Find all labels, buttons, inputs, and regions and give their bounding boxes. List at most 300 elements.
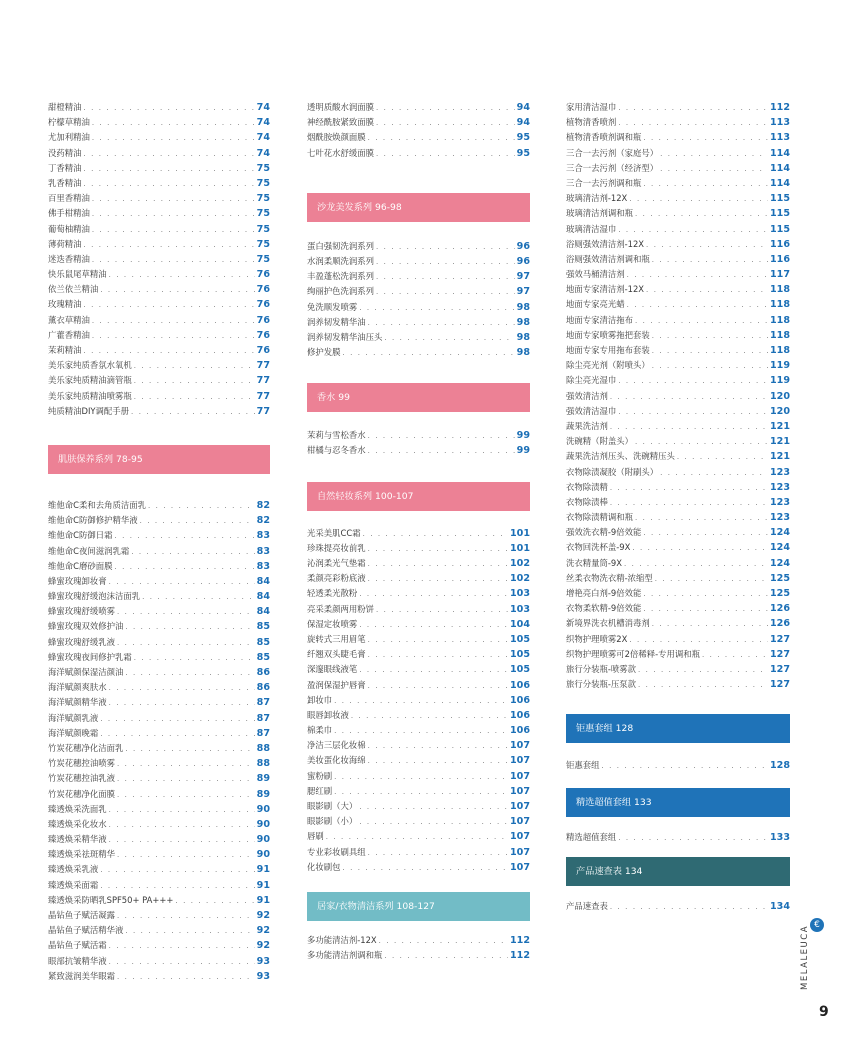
toc-entry-page: 75 xyxy=(256,162,270,174)
toc-entry[interactable] xyxy=(566,328,790,343)
toc-entry-title: 臻透焕采洗面乳 xyxy=(48,803,107,814)
toc-entry[interactable] xyxy=(307,814,530,829)
dot-leader xyxy=(84,177,255,192)
toc-entry-title: 轻透柔光散粉 xyxy=(307,588,358,599)
toc-entry[interactable] xyxy=(48,206,270,221)
dot-leader xyxy=(117,605,255,620)
toc-entry[interactable] xyxy=(566,373,790,388)
toc-entry[interactable] xyxy=(48,923,270,938)
toc-entry[interactable] xyxy=(566,252,790,267)
toc-entry[interactable] xyxy=(566,480,790,495)
toc-entry-title: 衣物除渍棒 xyxy=(566,496,608,507)
toc-entry-page: 96 xyxy=(516,255,530,267)
toc-entry[interactable] xyxy=(566,161,790,176)
toc-entry-title: 维他命C防御日霜 xyxy=(48,530,113,541)
toc-entry[interactable] xyxy=(48,741,270,756)
toc-entry-page: 112 xyxy=(509,934,530,946)
toc-entry[interactable] xyxy=(307,632,530,647)
toc-entry[interactable] xyxy=(307,845,530,860)
toc-entry[interactable] xyxy=(48,222,270,237)
toc-entry[interactable] xyxy=(48,711,270,726)
toc-entry-title: 衣物除渍精调和瓶 xyxy=(566,512,633,523)
toc-entry-title: 维他命C柔和去角质洁面乳 xyxy=(48,499,146,510)
dot-leader xyxy=(618,116,768,131)
toc-entry[interactable] xyxy=(48,771,270,786)
toc-entry[interactable] xyxy=(48,267,270,282)
toc-entry[interactable] xyxy=(307,738,530,753)
toc-entry-page: 76 xyxy=(256,299,270,311)
toc-entry[interactable] xyxy=(48,862,270,877)
toc-entry[interactable] xyxy=(307,526,530,541)
toc-entry-title: 臻透焕采化妆水 xyxy=(48,818,107,829)
toc-entry-page: 95 xyxy=(516,132,530,144)
toc-entry[interactable] xyxy=(48,726,270,741)
toc-entry[interactable] xyxy=(566,176,790,191)
toc-group xyxy=(48,100,270,419)
toc-entry-title: 强效清洁剂 xyxy=(566,390,608,401)
toc-entry[interactable] xyxy=(48,544,270,559)
toc-entry-page: 91 xyxy=(256,864,270,876)
dot-leader xyxy=(643,526,768,541)
dot-leader xyxy=(109,268,255,283)
dot-leader xyxy=(368,648,508,663)
toc-entry[interactable] xyxy=(566,556,790,571)
toc-entry-title: 蜜粉刷 xyxy=(307,770,333,781)
dot-leader xyxy=(632,541,768,556)
toc-entry-title: 竹炭花穗净化洁面乳 xyxy=(48,742,124,753)
toc-entry-title: 臻透焕采面霜 xyxy=(48,879,99,890)
toc-entry[interactable] xyxy=(48,619,270,634)
dot-leader xyxy=(359,301,514,316)
toc-entry-page: 107 xyxy=(509,846,530,858)
toc-entry-title: 植物清香喷剂 xyxy=(566,117,617,128)
toc-entry[interactable] xyxy=(48,787,270,802)
toc-entry-page: 125 xyxy=(769,572,790,584)
toc-entry[interactable] xyxy=(48,817,270,832)
dot-leader xyxy=(109,681,255,696)
toc-entry-title: 海洋赋颜保湿洁颜油 xyxy=(48,667,124,677)
dot-leader xyxy=(92,314,255,329)
toc-entry[interactable] xyxy=(307,662,530,677)
toc-entry[interactable] xyxy=(307,330,530,345)
toc-entry-page: 106 xyxy=(509,725,530,737)
toc-entry[interactable] xyxy=(48,650,270,665)
toc-entry[interactable] xyxy=(307,602,530,617)
toc-group xyxy=(307,933,530,963)
toc-entry-page: 96 xyxy=(516,240,530,252)
toc-entry-title: 衣物除渍精 xyxy=(566,481,608,492)
toc-entry[interactable] xyxy=(566,662,790,677)
toc-entry-title: 浴厕强效清洁剂-12X xyxy=(566,238,645,249)
toc-entry[interactable] xyxy=(307,443,530,458)
toc-entry[interactable] xyxy=(48,528,270,543)
toc-entry-title: 快乐鼠尾草精油 xyxy=(48,269,107,280)
toc-entry[interactable] xyxy=(307,345,530,360)
toc-entry[interactable] xyxy=(307,708,530,723)
toc-entry[interactable] xyxy=(566,510,790,525)
dot-leader xyxy=(351,709,508,724)
toc-entry[interactable] xyxy=(566,465,790,480)
toc-entry[interactable] xyxy=(566,758,790,773)
dot-leader xyxy=(376,240,515,255)
toc-entry[interactable] xyxy=(48,176,270,191)
toc-entry[interactable] xyxy=(48,893,270,908)
toc-entry[interactable] xyxy=(48,498,270,513)
toc-entry-page: 74 xyxy=(256,147,270,159)
toc-entry[interactable] xyxy=(566,677,790,692)
toc-entry[interactable] xyxy=(48,832,270,847)
dot-leader xyxy=(84,298,255,313)
dot-leader xyxy=(660,162,768,177)
toc-entry[interactable] xyxy=(307,130,530,145)
toc-entry[interactable] xyxy=(307,678,530,693)
toc-entry-title: 卸妆巾 xyxy=(307,694,333,705)
toc-entry-title: 强效清洁湿巾 xyxy=(566,405,617,416)
dot-leader xyxy=(148,499,255,514)
toc-entry[interactable] xyxy=(48,589,270,604)
toc-entry-page: 123 xyxy=(769,496,790,508)
toc-entry-title: 蛋白强韧洗润系列 xyxy=(307,240,374,251)
dot-leader xyxy=(610,900,768,915)
toc-entry-title: 三合一去污剂调和瓶 xyxy=(566,177,642,188)
toc-entry[interactable] xyxy=(566,830,790,845)
toc-entry[interactable] xyxy=(307,933,530,948)
toc-entry[interactable] xyxy=(307,617,530,632)
dot-leader xyxy=(125,924,254,939)
toc-entry-page: 84 xyxy=(256,591,270,603)
toc-entry[interactable] xyxy=(566,449,790,464)
toc-entry-title: 茉莉与雪松香水 xyxy=(307,430,366,441)
toc-entry-page: 118 xyxy=(769,329,790,341)
toc-entry-title: 地面专家清洁剂-12X xyxy=(566,284,645,295)
dot-leader xyxy=(100,283,254,298)
toc-entry-page: 118 xyxy=(769,284,790,296)
dot-leader xyxy=(117,909,255,924)
toc-entry-page: 89 xyxy=(256,788,270,800)
toc-entry[interactable] xyxy=(307,948,530,963)
toc-entry-page: 76 xyxy=(256,329,270,341)
toc-entry[interactable] xyxy=(307,586,530,601)
toc-entry[interactable] xyxy=(307,300,530,315)
dot-leader xyxy=(660,466,768,481)
toc-entry-title: 薰衣草精油 xyxy=(48,314,90,325)
toc-entry[interactable] xyxy=(566,586,790,601)
toc-entry[interactable] xyxy=(307,556,530,571)
toc-entry[interactable] xyxy=(48,328,270,343)
toc-entry-title: 水润柔顺洗润系列 xyxy=(307,255,374,266)
toc-entry-page: 94 xyxy=(516,117,530,129)
toc-entry[interactable] xyxy=(566,495,790,510)
section-banner-skincare: 肌肤保养系列 78-95 xyxy=(48,445,270,474)
toc-entry[interactable] xyxy=(566,899,790,914)
dot-leader xyxy=(646,283,768,298)
dot-leader xyxy=(610,496,768,511)
toc-entry[interactable] xyxy=(48,680,270,695)
toc-entry-page: 134 xyxy=(769,900,790,912)
toc-entry-page: 82 xyxy=(256,499,270,511)
toc-entry[interactable] xyxy=(307,571,530,586)
toc-entry[interactable] xyxy=(48,100,270,115)
toc-entry-page: 75 xyxy=(256,253,270,265)
toc-entry[interactable] xyxy=(307,723,530,738)
toc-entry[interactable] xyxy=(307,647,530,662)
toc-entry[interactable] xyxy=(307,146,530,161)
toc-entry[interactable] xyxy=(48,373,270,388)
toc-entry[interactable] xyxy=(566,115,790,130)
toc-entry[interactable] xyxy=(566,267,790,282)
toc-entry[interactable] xyxy=(566,632,790,647)
toc-entry[interactable] xyxy=(566,282,790,297)
toc-entry-title: 亮采柔颜两用粉饼 xyxy=(307,603,374,614)
toc-entry[interactable] xyxy=(48,358,270,373)
dot-leader xyxy=(635,435,768,450)
dot-leader xyxy=(376,101,515,116)
toc-entry[interactable] xyxy=(307,100,530,115)
toc-entry[interactable] xyxy=(566,647,790,662)
toc-entry[interactable] xyxy=(307,254,530,269)
toc-entry[interactable] xyxy=(48,878,270,893)
dot-leader xyxy=(638,678,768,693)
toc-entry[interactable] xyxy=(566,601,790,616)
toc-entry[interactable] xyxy=(48,559,270,574)
toc-entry-page: 119 xyxy=(769,360,790,372)
toc-entry[interactable] xyxy=(307,269,530,284)
toc-entry-title: 透明质酸水润面膜 xyxy=(307,102,374,112)
toc-entry[interactable] xyxy=(566,297,790,312)
toc-entry-title: 织物护理喷雾2X xyxy=(566,633,628,644)
toc-entry-title: 柠檬草精油 xyxy=(48,117,90,128)
toc-entry[interactable] xyxy=(566,434,790,449)
section-banner-haircare: 沙龙美发系列 96-98 xyxy=(307,193,530,222)
toc-entry[interactable] xyxy=(307,693,530,708)
toc-entry-title: 美乐家纯质精油喷雾瓶 xyxy=(48,390,132,401)
dot-leader xyxy=(92,207,255,222)
toc-entry[interactable] xyxy=(566,206,790,221)
toc-entry[interactable] xyxy=(48,404,270,419)
toc-entry-page: 93 xyxy=(256,970,270,982)
toc-entry[interactable] xyxy=(48,282,270,297)
toc-column-1 xyxy=(48,100,270,984)
toc-entry[interactable] xyxy=(48,146,270,161)
toc-entry-title: 海洋赋颜晚霜 xyxy=(48,727,99,738)
toc-entry[interactable] xyxy=(48,161,270,176)
dot-leader xyxy=(376,116,515,131)
toc-entry[interactable] xyxy=(566,540,790,555)
toc-entry[interactable] xyxy=(307,315,530,330)
toc-entry[interactable] xyxy=(566,616,790,631)
toc-entry[interactable] xyxy=(48,252,270,267)
dot-leader xyxy=(92,253,255,268)
toc-entry-title: 强效洗衣精-9倍效能 xyxy=(566,527,642,538)
toc-entry-title: 没药精油 xyxy=(48,147,82,158)
dot-leader xyxy=(140,514,255,529)
toc-entry-page: 105 xyxy=(509,664,530,676)
toc-entry-page: 76 xyxy=(256,314,270,326)
toc-entry-title: 尤加利精油 xyxy=(48,132,90,143)
toc-entry-page: 91 xyxy=(256,879,270,891)
toc-entry[interactable] xyxy=(566,237,790,252)
toc-entry-title: 紧致滋润美华眼霜 xyxy=(48,970,115,981)
toc-entry[interactable] xyxy=(48,802,270,817)
toc-column-2 xyxy=(307,100,530,963)
toc-entry[interactable] xyxy=(566,222,790,237)
toc-entry[interactable] xyxy=(566,419,790,434)
section-banner-fragrance: 香水 99 xyxy=(307,383,530,412)
toc-entry[interactable] xyxy=(48,695,270,710)
dot-leader xyxy=(635,314,768,329)
toc-entry-title: 美乐家纯质香氛水氧机 xyxy=(48,360,132,371)
toc-entry-page: 98 xyxy=(516,347,530,359)
toc-entry[interactable] xyxy=(566,313,790,328)
toc-entry[interactable] xyxy=(48,389,270,404)
toc-entry-page: 74 xyxy=(256,117,270,129)
toc-entry-title: 沁润柔光气垫霜 xyxy=(307,558,366,568)
toc-entry[interactable] xyxy=(566,404,790,419)
dot-leader xyxy=(384,949,508,964)
toc-entry[interactable] xyxy=(48,191,270,206)
toc-entry[interactable] xyxy=(566,571,790,586)
toc-entry[interactable] xyxy=(307,115,530,130)
toc-entry[interactable] xyxy=(48,115,270,130)
toc-entry[interactable] xyxy=(48,513,270,528)
toc-entry[interactable] xyxy=(48,954,270,969)
dot-leader xyxy=(368,444,515,459)
toc-entry-page: 103 xyxy=(509,603,530,615)
toc-entry-page: 103 xyxy=(509,588,530,600)
dot-leader xyxy=(359,800,508,815)
toc-entry-page: 75 xyxy=(256,193,270,205)
toc-entry-page: 85 xyxy=(256,621,270,633)
toc-entry[interactable] xyxy=(307,799,530,814)
dot-leader xyxy=(368,557,508,572)
toc-entry[interactable] xyxy=(48,604,270,619)
toc-entry-page: 92 xyxy=(256,910,270,921)
toc-entry-page: 75 xyxy=(256,223,270,235)
toc-entry[interactable] xyxy=(48,665,270,680)
toc-entry[interactable] xyxy=(566,358,790,373)
toc-entry[interactable] xyxy=(307,860,530,875)
toc-entry-title: 海洋赋颜爽肤水 xyxy=(48,682,107,693)
toc-entry[interactable] xyxy=(566,191,790,206)
toc-entry-page: 107 xyxy=(509,785,530,797)
dot-leader xyxy=(114,529,254,544)
toc-entry[interactable] xyxy=(307,784,530,799)
toc-entry-page: 92 xyxy=(256,925,270,937)
toc-entry-title: 迷迭香精油 xyxy=(48,253,90,264)
dot-leader xyxy=(368,633,508,648)
toc-entry[interactable] xyxy=(48,313,270,328)
toc-entry[interactable] xyxy=(307,769,530,784)
dot-leader xyxy=(660,147,768,162)
toc-entry-page: 124 xyxy=(769,557,790,569)
toc-entry-page: 92 xyxy=(256,940,270,952)
dot-leader xyxy=(635,207,768,222)
toc-entry-title: 广藿香精油 xyxy=(48,329,90,340)
toc-entry[interactable] xyxy=(48,756,270,771)
toc-group xyxy=(566,100,790,692)
toc-entry[interactable] xyxy=(48,938,270,953)
dot-leader xyxy=(618,374,768,389)
toc-entry[interactable] xyxy=(48,847,270,862)
toc-entry-page: 85 xyxy=(256,651,270,663)
brand-name: MELALEUCA xyxy=(800,924,810,990)
toc-entry[interactable] xyxy=(48,237,270,252)
dot-leader xyxy=(652,329,768,344)
dot-leader xyxy=(618,831,768,846)
dot-leader xyxy=(343,346,515,361)
toc-entry-page: 89 xyxy=(256,773,270,785)
toc-entry[interactable] xyxy=(48,130,270,145)
toc-entry[interactable] xyxy=(307,239,530,254)
toc-entry-title: 洗衣精量筒-9X xyxy=(566,557,622,568)
dot-leader xyxy=(117,848,255,863)
toc-entry[interactable] xyxy=(566,389,790,404)
toc-entry[interactable] xyxy=(566,100,790,115)
toc-entry-title: 增艳亮白剂-9倍效能 xyxy=(566,588,642,598)
toc-entry[interactable] xyxy=(48,635,270,650)
toc-entry[interactable] xyxy=(566,343,790,358)
dot-leader xyxy=(368,542,508,557)
toc-entry-title: 维他命C防御修护精华液 xyxy=(48,515,138,526)
toc-entry[interactable] xyxy=(566,130,790,145)
toc-entry[interactable] xyxy=(48,574,270,589)
toc-entry-title: 免洗顺发喷雾 xyxy=(307,301,358,312)
toc-entry-title: 衣物回洗杯盖-9X xyxy=(566,542,631,553)
toc-entry[interactable] xyxy=(307,753,530,768)
dot-leader xyxy=(109,803,255,818)
toc-column-3 xyxy=(566,100,790,914)
dot-leader xyxy=(677,450,768,465)
toc-entry-title: 烟酰胺焕颜面膜 xyxy=(307,132,366,143)
toc-entry[interactable] xyxy=(48,343,270,358)
toc-entry[interactable] xyxy=(566,525,790,540)
toc-entry-page: 106 xyxy=(509,694,530,706)
toc-entry-title: 纤翘双头睫毛膏 xyxy=(307,649,366,660)
dot-leader xyxy=(376,147,515,162)
toc-entry[interactable] xyxy=(307,829,530,844)
toc-entry-page: 121 xyxy=(769,451,790,463)
toc-entry-title: 蜂蜜玫瑰舒缓喷雾 xyxy=(48,606,115,617)
toc-entry-page: 114 xyxy=(769,177,790,189)
toc-entry[interactable] xyxy=(307,541,530,556)
toc-group xyxy=(307,428,530,458)
toc-entry-page: 102 xyxy=(509,573,530,585)
toc-entry[interactable] xyxy=(48,908,270,923)
dot-leader xyxy=(376,603,508,618)
dot-leader xyxy=(100,879,254,894)
toc-entry-title: 珍珠提亮妆前乳 xyxy=(307,542,366,553)
toc-entry[interactable] xyxy=(566,146,790,161)
toc-entry-title: 蜂蜜玫瑰舒缓乳液 xyxy=(48,636,115,647)
toc-entry-page: 77 xyxy=(256,360,270,372)
toc-entry[interactable] xyxy=(48,969,270,984)
dot-leader xyxy=(368,316,515,331)
toc-entry[interactable] xyxy=(307,284,530,299)
toc-entry[interactable] xyxy=(48,297,270,312)
toc-entry-title: 衣物柔软精-9倍效能 xyxy=(566,603,642,614)
toc-entry-page: 77 xyxy=(256,375,270,387)
toc-group xyxy=(48,498,270,984)
toc-entry-title: 甜橙精油 xyxy=(48,102,82,112)
toc-entry[interactable] xyxy=(307,428,530,443)
toc-entry-page: 75 xyxy=(256,208,270,220)
toc-entry-page: 115 xyxy=(769,193,790,205)
toc-entry-page: 85 xyxy=(256,636,270,648)
toc-entry-page: 107 xyxy=(509,831,530,843)
toc-entry-title: 茉莉精油 xyxy=(48,345,82,355)
dot-leader xyxy=(638,663,768,678)
toc-entry-title: 修护发膜 xyxy=(307,347,341,358)
